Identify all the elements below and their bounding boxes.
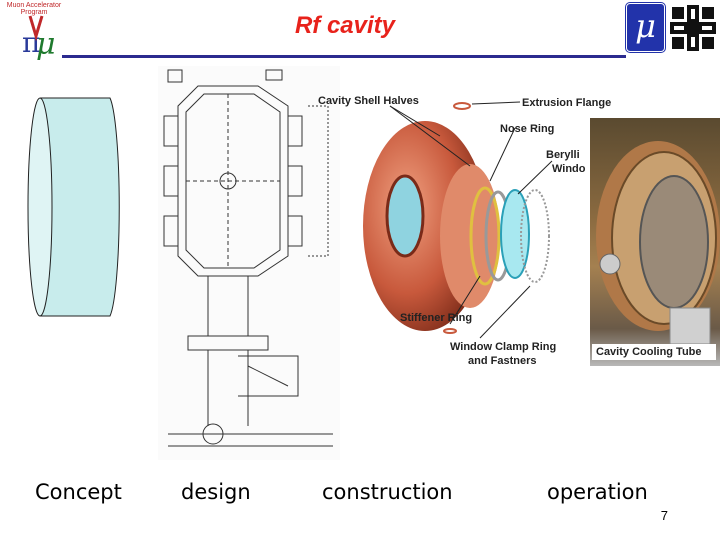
label-beryllium-1: Berylli (546, 149, 580, 161)
concept-diagram (18, 92, 128, 322)
slide-title: Rf cavity (294, 12, 396, 39)
page-number: 7 (660, 508, 668, 523)
construction-exploded-view (318, 86, 612, 376)
title-underline (62, 55, 626, 58)
stiffener-ring (444, 329, 456, 333)
label-extrusion-flange: Extrusion Flange (522, 97, 612, 109)
mu-logo-symbol: μ (635, 7, 656, 45)
label-stiffener-ring: Stiffener Ring (400, 312, 473, 324)
mu-glyph: μ (36, 27, 56, 62)
extrusion-flange (454, 103, 470, 109)
caption-construction: construction (322, 480, 453, 504)
operation-photo (590, 118, 720, 366)
label-window-clamp-2: and Fastners (468, 355, 537, 367)
caption-concept: Concept (35, 480, 122, 504)
caption-operation: operation (547, 480, 648, 504)
cylinder-face (28, 98, 52, 316)
label-nose-ring: Nose Ring (500, 123, 555, 135)
label-window-clamp-1: Window Clamp Ring (450, 341, 557, 353)
cavity-window (387, 176, 423, 256)
label-beryllium-2: Windo (552, 163, 586, 175)
design-drawing (158, 66, 340, 460)
pi-glyph: π (22, 26, 41, 59)
label-cavity-shell-halves: Cavity Shell Halves (318, 95, 419, 107)
label-cavity-cooling-tube: Cavity Cooling Tube (592, 344, 716, 360)
map-logo-ring-text: Muon Accelerator Program (6, 2, 62, 16)
caption-design: design (181, 480, 251, 504)
